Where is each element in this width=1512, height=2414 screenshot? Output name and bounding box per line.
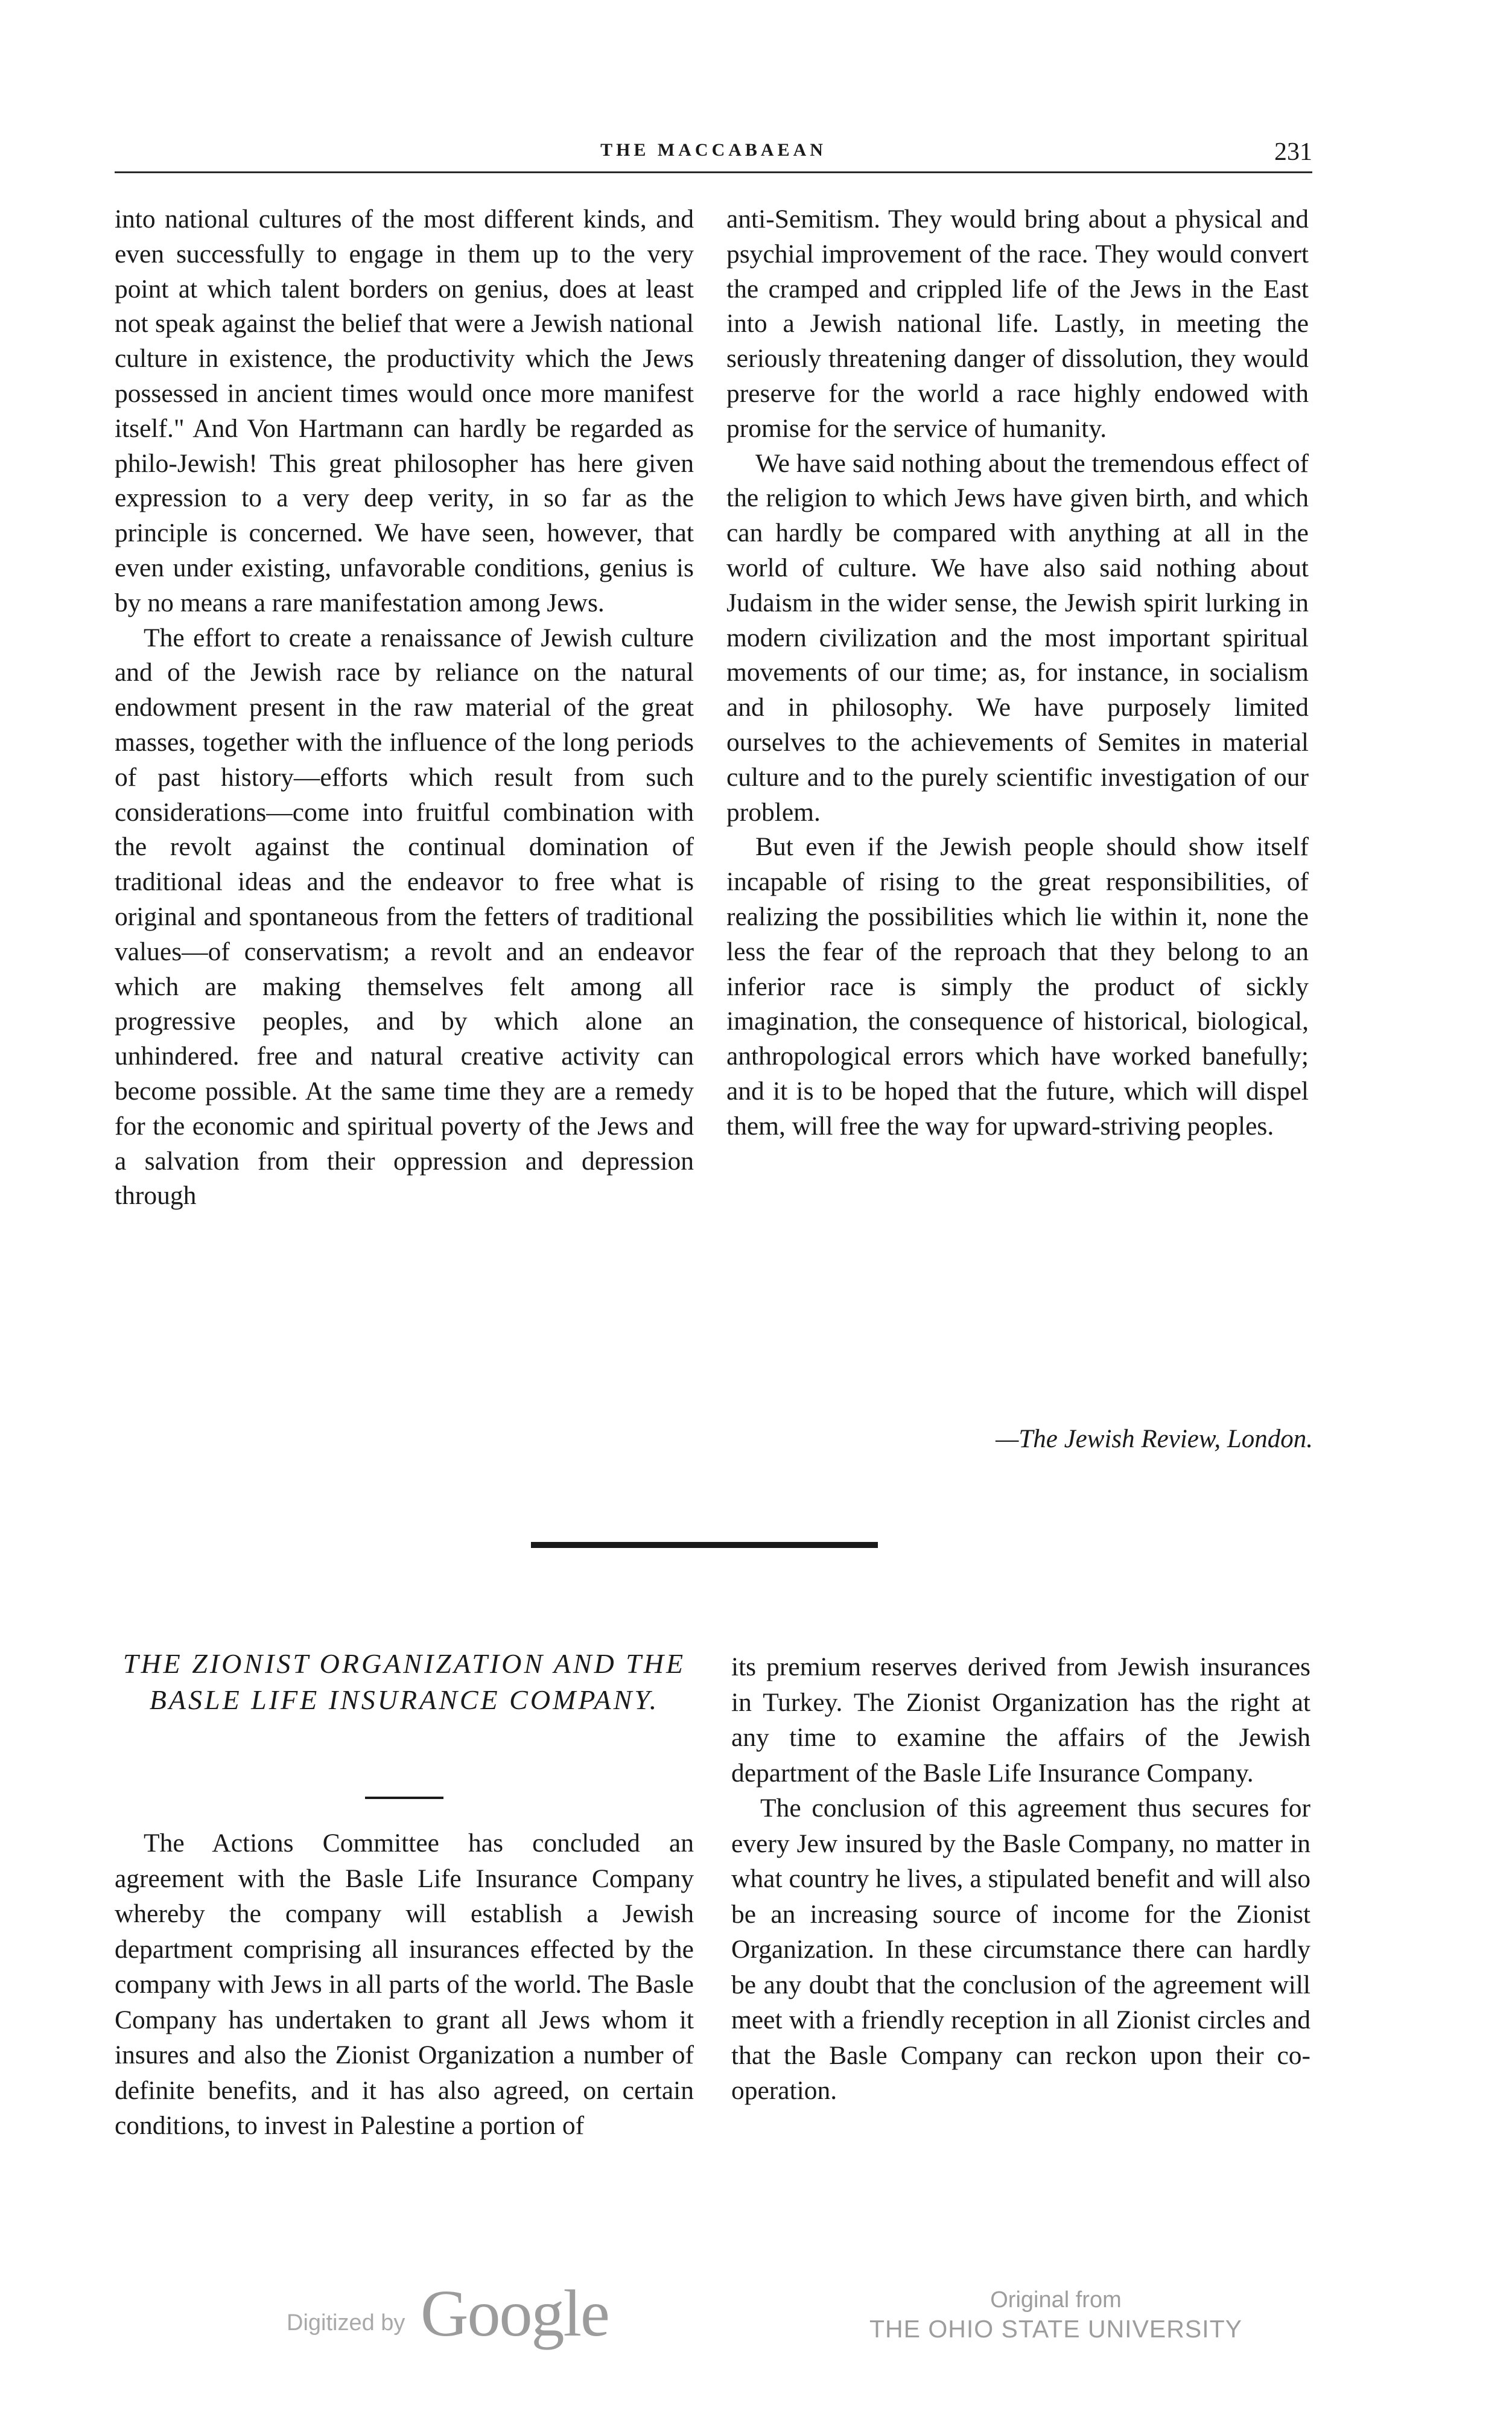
paragraph: The conclusion of this agreement thus secures for every Jew insured by the Basle Company, no matter in what country he lives, a stipulated benefit and will also be an increasing source of income for the Zionist Organization. In these circumstance there can hardly be any doubt that the conclusion of the agreement will meet with a friendly reception in all Zionist circles and that the Basle Company can reckon upon their co-operation. [731, 1794, 1310, 2105]
article2-column-right [731, 1649, 1310, 2109]
article1-attribution: —The Jewish Review, London. [996, 1425, 1313, 1453]
paragraph: We have said nothing about the tremendous effect of the religion to which Jews have given birth, and which can hardly be compared with anything at all in the world of culture. We have also said nothing about Judaism in the wider sense, the Jewish spirit lurking in modern civilization and the most important spiritual movements of our time; as, for instance, in socialism and in philosophy. We have purposely limited ourselves to the achievements of Semites in material culture and to the purely scientific investigation of our problem. [726, 448, 1309, 827]
paragraph: The Actions Committee has concluded an agreement with the Basle Life Insurance Company whereby the company will establish a Jewish department comprising all insurances effected by the company with Jews in all parts of the world. The Basle Company has undertaken to grant all Jews whom it insures and also the Zionist Organization a number of definite benefits, and it has also agreed, on certain conditions, to invest in Palestine a portion of [115, 1829, 694, 2140]
article2-title: THE ZIONIST ORGANIZATION AND THE BASLE LIFE INSURANCE COMPANY. [122, 1648, 686, 1715]
paragraph: The effort to create a renaissance of Jewish culture and of the Jewish race by reliance on the natural endowment present in the raw material of the great masses, together with the influence of the long periods of past history—efforts which result from such considerations—come into fruitful combination with the revolt against the continual domination of traditional ideas and the endeavor to free what is original and spontaneous from the fetters of traditional values—of conservatism; a revolt and an endeavor which are making themselves felt among all progressive peoples, and by which alone an unhindered. free and natural creative activity can become possible. At the same time they are a remedy for the economic and spiritual poverty of the Jews and a salvation from their oppression and depression through [115, 623, 694, 1211]
title-rule [365, 1797, 443, 1799]
institution-name: THE OHIO STATE UNIVERSITY [869, 2315, 1243, 2343]
digitized-by-watermark [287, 2275, 624, 2350]
running-head [115, 138, 1312, 164]
digitized-by-label: Digitized by [287, 2310, 405, 2336]
original-from-label: Original from [990, 2287, 1122, 2313]
journal-title: THE MACCABAEAN [600, 140, 827, 160]
article1-column-right [726, 202, 1309, 1144]
paragraph: anti-Semitism. They would bring about a physical and psychial improvement of the race. They would convert the cramped and crippled life of the Jews in the East into a Jewish national life. Lastly, in meeting the seriously threatening danger of dissolution, they would preserve for the world a race highly endowed with promise for the service of humanity. [726, 205, 1309, 443]
article2-column-left [115, 1826, 694, 2144]
page-number: 231 [1274, 138, 1312, 166]
header-rule [115, 171, 1312, 173]
original-from-watermark [851, 2286, 1261, 2344]
paragraph: But even if the Jewish people should show itself incapable of rising to the great responsibilities, of realizing the possibilities which lie within it, none the less the fear of the reproach that they belong to an inferior race is simply the product of sickly imagination, the consequence of historical, biological, anthropological errors which have worked banefully; and it is to be hoped that the future, which will dispel them, will free the way for upward-striving peoples. [726, 832, 1309, 1141]
section-divider [531, 1542, 878, 1548]
article1-column-left [115, 202, 694, 1214]
google-logo: Google [421, 2276, 609, 2350]
paragraph: its premium reserves derived from Jewish insurances in Turkey. The Zionist Organization has the right at any time to examine the affairs of the Jewish department of the Basle Life Insurance Company. [731, 1652, 1310, 1788]
paragraph: into national cultures of the most different kinds, and even successfully to engage in them up to the very point at which talent borders on genius, does at least not speak against the belief that were a Jewish national culture in existence, the productivity which the Jews possessed in ancient times would once more manifest itself." And Von Hartmann can hardly be regarded as philo-Jewish! This great philosopher has here given expression to a very deep verity, in so far as the principle is concerned. We have seen, however, that even under existing, unfavorable conditions, genius is by no means a rare manifestation among Jews. [115, 205, 694, 617]
